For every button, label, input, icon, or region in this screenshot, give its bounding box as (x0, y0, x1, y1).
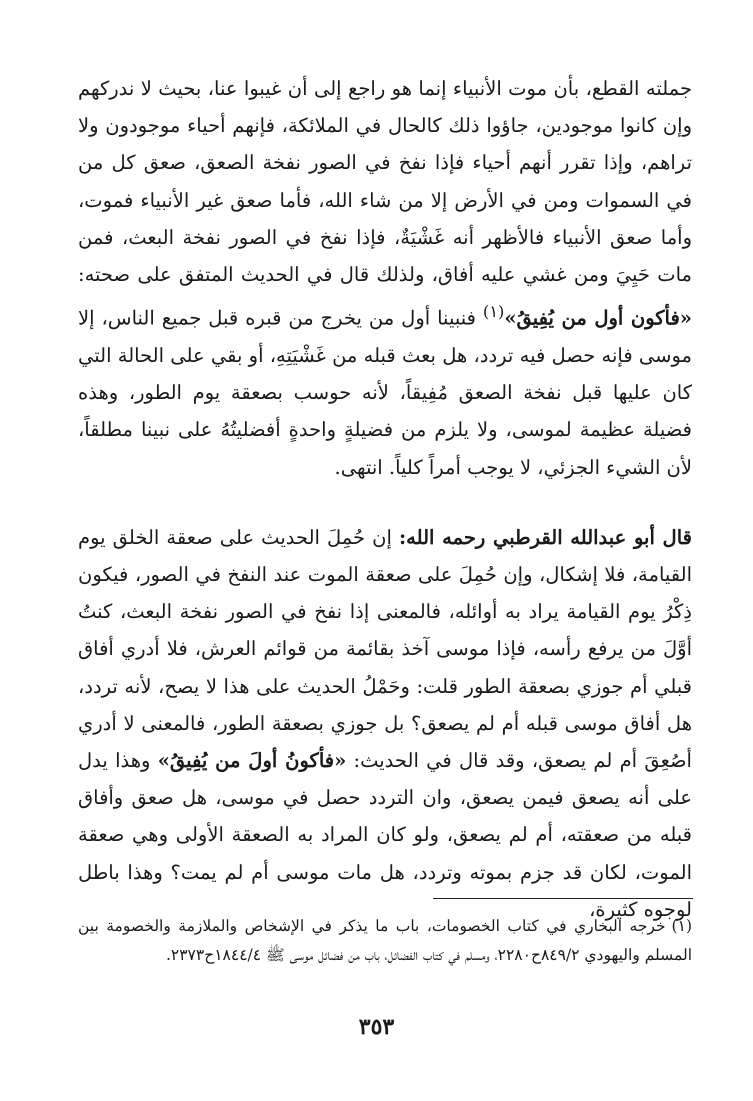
paragraph-2-part-1: إن حُمِلَ الحديث على صعقة الخلق يوم القيامة، فلا إشكال، وإن حُمِلَ على صعقة الموت عند النفخ في الصور، فيكون ذِكْرُ يوم القيامة يراد به أوائله، فالمعنى إذا نفخ في الصور نفخة البعث، كنتُ أوَّلَ من يرفع رأسه، فإذا موسى آخذ بقائمة من قوائم العرش، فلا أدري أفاق قبلي أم جوزي بصعقة الطور قلت: وحَمْلُ الحديث على هذا لا يصح، لأنه تردد، هل أفاق موسى قبله أم لم يصعق؟ بل جوزي بصعقة الطور، فالمعنى لا أدري أصُعِقَ أم لم يصعق، وقد قال في الحديث: (78, 525, 692, 772)
main-text (78, 70, 692, 928)
paragraph-1-part-1: جملته القطع، بأن موت الأنبياء إنما هو راجع إلى أن غيبوا عنا، بحيث لا ندركهم وإن كانوا موجودين، جاؤوا ذلك كالحال في الملائكة، فإنهم أحياء موجودون ولا تراهم، وإذا تقرر أنهم أحياء فإذا نفخ في الصور نفخة الصعق، صعق كل من في السموات ومن في الأرض إلا من شاء الله، فأما صعق غير الأنبياء فموت، وأما صعق الأنبياء فالأظهر أنه غَشْيَةٌ، فإذا نفخ في الصور نفخة البعث، فمن مات حَيِيَ ومن غشي عليه أفاق، ولذلك قال في الحديث المتفق على صحته: (78, 77, 692, 287)
footnote-number: (١) (671, 917, 692, 935)
hadith-quote-1: «فأكون أول من يُفِيقُ» (504, 306, 692, 330)
paragraph-2 (78, 519, 692, 928)
footnote (78, 912, 692, 970)
paragraph-2-part-2: وهذا يدل على أنه يصعق فيمن يصعق، وان التردد حصل في موسى، هل صعق وأفاق قبله من صعقته، أم لم يصعق، ولو كان المراد به الصعقة الأولى وهي صعقة الموت، لكان قد جزم بموته وتردد، هل مات موسى أم لم يمت؟ وهذا باطل لوجوه كثيرة، (78, 748, 692, 921)
speaker-attribution: قال أبو عبدالله القرطبي رحمه الله: (398, 525, 692, 549)
paragraph-1-part-2: فنبينا أول من يخرج من قبره قبل جميع الناس، إلا موسى فإنه حصل فيه تردد، هل بعث قبله من غَشْيَتِهِ، أو بقي على الحالة التي كان عليها قبل نفخة الصعق مُفِيقاً، لأنه حوسب بصعقة يوم الطور، وهذه فضيلة عظيمة لموسى، ولا يلزم من فضيلةٍ واحدةٍ أفضليتُهُ على نبينا مطلقاً، لأن الشيء الجزئي، لا يوجب أمراً كلياً. انتهى. (78, 306, 692, 479)
footnote-divider (433, 898, 693, 899)
footnote-text: خرجه البخاري في كتاب الخصومات، باب ما يذكر في الإشخاص والملازمة والخصومة بين المسلم واليهودي ٨٤٩/٢ح٢٢٨٠، ومسلم في كتاب الفضائل، باب من فضائل موسى ﷺ ١٨٤٤/٤ح٢٣٧٣. (78, 917, 692, 964)
footnote-reference: (١) (482, 302, 505, 322)
page-number: ٣٥٣ (358, 1014, 395, 1040)
hadith-quote-2: «فأكونُ أولَ من يُفِيقُ» (157, 748, 347, 772)
paragraph-1 (78, 70, 692, 486)
